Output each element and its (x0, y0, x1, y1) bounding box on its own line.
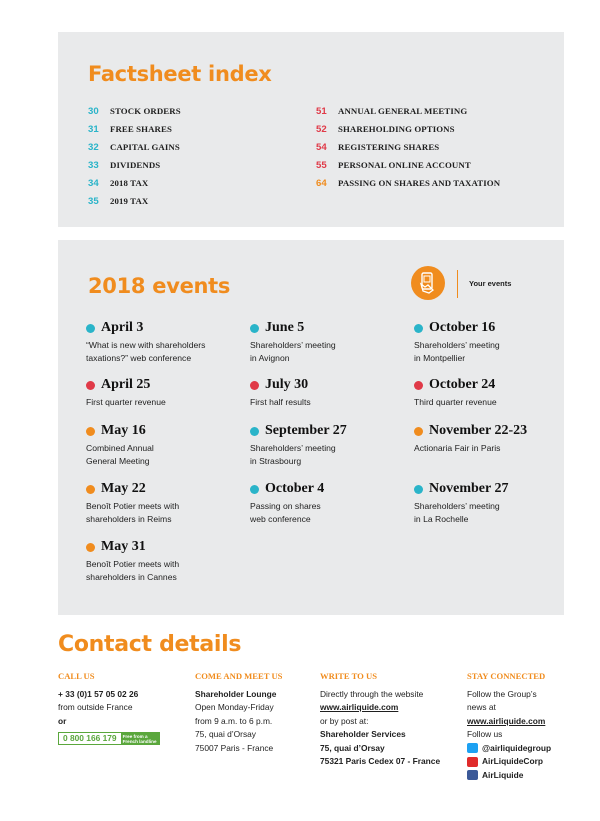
index-entry[interactable]: 55 PERSONAL ONLINE ACCOUNT (316, 159, 471, 171)
blue-dot-icon (86, 324, 95, 333)
red-dot-icon (86, 381, 95, 390)
youtube-icon (467, 757, 478, 767)
write-to-us-heading: WRITE TO US (320, 671, 377, 681)
facebook-icon (467, 770, 478, 780)
freephone-badge[interactable]: 0 800 166 179 Free from a French landline (58, 732, 160, 745)
contact-title: Contact details (58, 632, 242, 657)
factsheet-index-title: Factsheet index (88, 62, 272, 86)
events-panel (58, 240, 564, 615)
index-right-column (316, 102, 500, 192)
come-and-meet-heading: COME AND MEET US (195, 671, 283, 681)
website-link[interactable]: www.airliquide.com (467, 715, 546, 726)
phone-hand-icon (411, 266, 445, 300)
index-entry[interactable]: 32 CAPITAL GAINS (88, 141, 180, 153)
index-left-column (88, 102, 181, 210)
index-entry[interactable]: 33 DIVIDENDS (88, 159, 161, 171)
twitter-icon (467, 743, 478, 753)
divider (457, 270, 458, 298)
event-item: June 5 Shareholders’ meeting in Avignon (250, 320, 336, 363)
come-and-meet-column: COME AND MEET US Shareholder Lounge Open Monday-Friday from 9 a.m. to 6 p.m. 75, quai d’Orsay 75007 Paris - France (195, 671, 283, 753)
your-events-badge (411, 266, 551, 302)
events-title: 2018 events (88, 274, 231, 298)
facebook-link[interactable]: AirLiquide (467, 769, 551, 783)
event-item: May 31 Benoît Potier meets with shareholders in Cannes (86, 539, 180, 582)
red-dot-icon (250, 381, 259, 390)
twitter-link[interactable]: @airliquidegroup (467, 742, 551, 756)
index-entry[interactable]: 52 SHAREHOLDING OPTIONS (316, 123, 455, 135)
event-item: November 27 Shareholders’ meeting in La Rochelle (414, 481, 509, 524)
phone-number[interactable]: + 33 (0)1 57 05 02 26 (58, 688, 139, 699)
call-us-column: CALL US + 33 (0)1 57 05 02 26 from outside France or 0 800 166 179 Free from a French landline (58, 670, 160, 745)
index-entry[interactable]: 31 FREE SHARES (88, 123, 172, 135)
index-entry[interactable]: 51 ANNUAL GENERAL MEETING (316, 105, 468, 117)
index-entry[interactable]: 64 PASSING ON SHARES AND TAXATION (316, 177, 501, 189)
event-item: April 25 First quarter revenue (86, 377, 166, 407)
stay-connected-heading: STAY CONNECTED (467, 671, 546, 681)
blue-dot-icon (414, 324, 423, 333)
factsheet-index-panel (58, 32, 564, 227)
blue-dot-icon (250, 427, 259, 436)
your-events-label: Your events (469, 279, 512, 288)
website-link[interactable]: www.airliquide.com (320, 702, 399, 712)
blue-dot-icon (250, 485, 259, 494)
event-item: May 22 Benoît Potier meets with shareholders in Reims (86, 481, 180, 524)
call-us-heading: CALL US (58, 671, 95, 681)
orange-dot-icon (86, 543, 95, 552)
event-item: November 22-23 Actionaria Fair in Paris (414, 423, 528, 453)
index-entry[interactable]: 30 STOCK ORDERS (88, 105, 181, 117)
blue-dot-icon (250, 324, 259, 333)
event-item: July 30 First half results (250, 377, 311, 407)
index-entry[interactable]: 34 2018 TAX (88, 177, 149, 189)
event-item: September 27 Shareholders’ meeting in Strasbourg (250, 423, 347, 466)
youtube-link[interactable]: AirLiquideCorp (467, 755, 551, 769)
event-item: April 3 “What is new with shareholders taxations?” web conference (86, 320, 206, 363)
stay-connected-column: STAY CONNECTED Follow the Group’s news at www.airliquide.com Follow us @airliquidegroup AirLiquideCorp AirLiquide (467, 670, 551, 782)
orange-dot-icon (414, 427, 423, 436)
orange-dot-icon (86, 427, 95, 436)
red-dot-icon (414, 381, 423, 390)
index-entry[interactable]: 54 REGISTERING SHARES (316, 141, 440, 153)
orange-dot-icon (86, 485, 95, 494)
write-to-us-column: WRITE TO US Directly through the website www.airliquide.com or by post at: Shareholder Services 75, quai d’Orsay 75321 Paris Cedex 07 - France (320, 671, 441, 766)
blue-dot-icon (414, 485, 423, 494)
index-entry[interactable]: 35 2019 TAX (88, 195, 149, 207)
event-item: May 16 Combined Annual General Meeting (86, 423, 154, 466)
event-item: October 24 Third quarter revenue (414, 377, 497, 407)
event-item: October 16 Shareholders’ meeting in Montpellier (414, 320, 500, 363)
event-item: October 4 Passing on shares web conference (250, 481, 325, 524)
